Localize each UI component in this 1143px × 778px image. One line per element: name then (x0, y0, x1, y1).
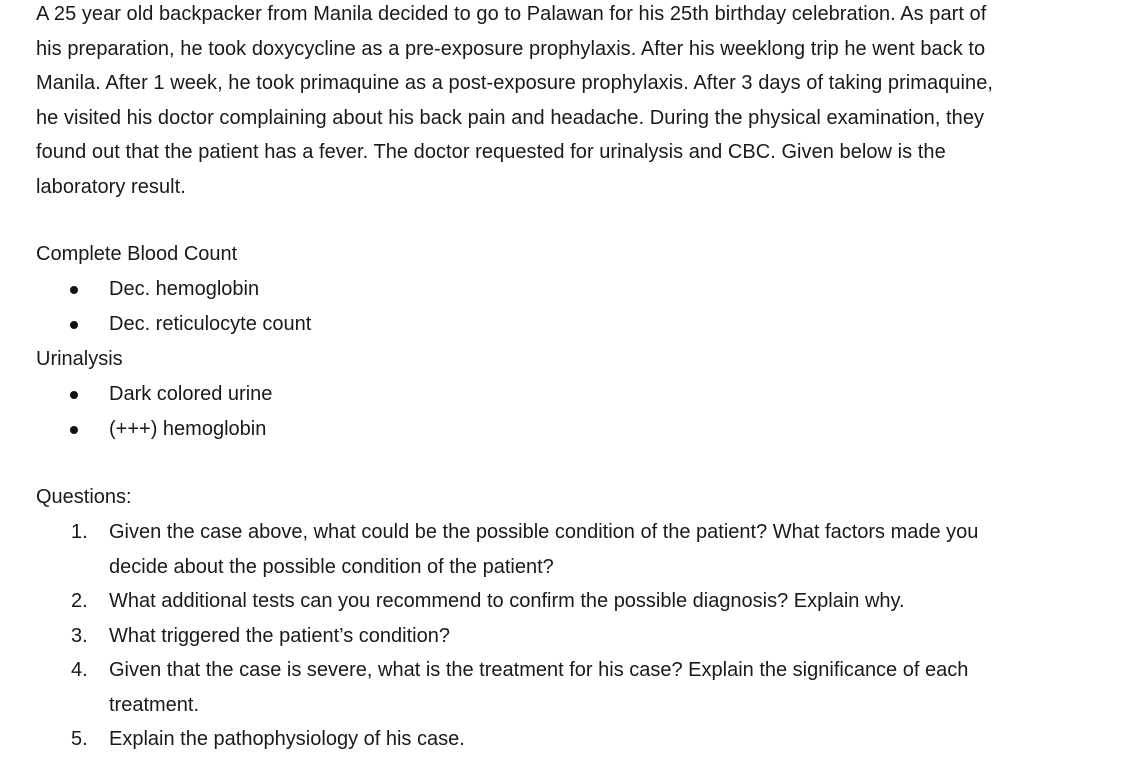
case-line: A 25 year old backpacker from Manila decided to go to Palawan for his 25th birthday celebration. As part of (36, 3, 987, 25)
question-text: What additional tests can you recommend to confirm the possible diagnosis? Explain why. (109, 590, 905, 612)
question-text: decide about the possible condition of the patient? (109, 555, 554, 578)
list-item (36, 307, 1126, 342)
list-item (36, 412, 1126, 447)
question-text: treatment. (109, 693, 200, 716)
question-number: 5. (71, 728, 88, 750)
question-item (36, 722, 1126, 757)
list-item-text: Dec. reticulocyte count (109, 313, 312, 335)
bullet-icon (70, 391, 78, 399)
question-item (36, 653, 1126, 722)
question-item (36, 584, 1126, 619)
questions-title: Questions: (36, 486, 132, 508)
bullet-icon (70, 426, 78, 434)
case-line: he visited his doctor complaining about his back pain and headache. During the physical examination, they (36, 106, 985, 129)
bullet-icon (70, 321, 78, 329)
case-line: Manila. After 1 week, he took primaquine as a post-exposure prophylaxis. After 3 days of taking primaquine, (36, 72, 993, 94)
cbc-section (36, 237, 1126, 342)
urinalysis-section (36, 342, 1126, 447)
list-item (36, 377, 1126, 412)
question-text: Given that the case is severe, what is the treatment for his case? Explain the significance of each (109, 659, 969, 681)
question-item (36, 515, 1126, 584)
case-line: laboratory result. (36, 175, 186, 198)
questions-section (36, 480, 1126, 757)
question-number: 4. (71, 659, 88, 681)
case-line: his preparation, he took doxycycline as a pre-exposure prophylaxis. After his weeklong trip he went back to (36, 37, 986, 60)
question-text: Explain the pathophysiology of his case. (109, 728, 465, 750)
question-number: 2. (71, 590, 88, 612)
list-item-text: Dec. hemoglobin (109, 278, 260, 300)
urinalysis-list (36, 377, 1126, 447)
cbc-list (36, 272, 1126, 342)
question-number: 1. (71, 521, 88, 543)
question-text: What triggered the patient’s condition? (109, 624, 450, 647)
case-line: found out that the patient has a fever. The doctor requested for urinalysis and CBC. Given below is the (36, 141, 946, 163)
questions-list (36, 515, 1126, 757)
question-item (36, 619, 1126, 654)
question-number: 3. (71, 624, 88, 647)
list-item (36, 272, 1126, 307)
case-paragraph (36, 0, 1126, 204)
bullet-icon (70, 286, 78, 294)
list-item-text: (+++) hemoglobin (109, 418, 267, 440)
urinalysis-title: Urinalysis (36, 348, 123, 370)
question-text: Given the case above, what could be the possible condition of the patient? What factors made you (109, 521, 979, 543)
cbc-title: Complete Blood Count (36, 243, 238, 265)
document-page (36, 0, 1126, 757)
list-item-text: Dark colored urine (109, 383, 273, 405)
